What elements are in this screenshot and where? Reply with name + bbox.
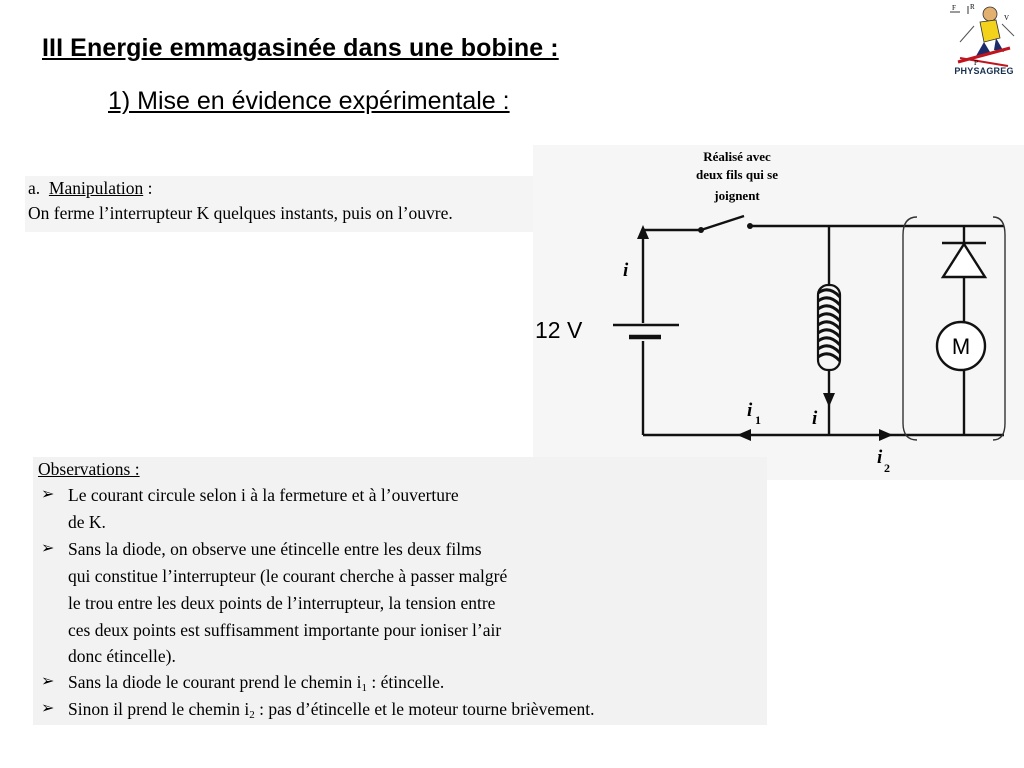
switch-contact-left	[698, 227, 704, 233]
current-i-label: i	[623, 260, 629, 281]
arrow-i2-right	[879, 429, 893, 441]
current-i1-subscript: 1	[755, 413, 761, 427]
vector-p-label: P	[974, 59, 978, 67]
observation-line-2: de K.	[68, 512, 106, 532]
observation-line-3: Sans la diode, on observe une étincelle entre les deux films	[68, 539, 482, 559]
observation-line-8-end: : étincelle.	[367, 672, 445, 692]
observation-line-8-text: Sans la diode le courant prend le chemin i	[68, 672, 362, 692]
vector-r-label: R	[970, 3, 975, 11]
current-i2-subscript: 2	[884, 461, 890, 475]
current-i1-label: i	[747, 400, 753, 421]
switch-note-line3: joignent	[714, 188, 760, 203]
manipulation-heading-text: Manipulation	[48, 178, 144, 198]
observations-heading: Observations :	[38, 459, 140, 479]
slide-subtitle: 1) Mise en évidence expérimentale :	[108, 87, 510, 115]
current-i2-label: i	[877, 447, 883, 468]
observation-line-4: qui constitue l’interrupteur (le courant cherche à passer malgré	[68, 566, 508, 586]
diode-symbol	[942, 243, 986, 277]
manipulation-prefix: a.	[28, 178, 41, 198]
observation-line-9	[68, 699, 594, 721]
vector-f-label: F	[952, 4, 956, 12]
logo-text: PHYSAGREG	[954, 66, 1014, 76]
observation-line-1: Le courant circule selon i à la fermeture et à l’ouverture	[68, 485, 459, 505]
manipulation-heading	[28, 178, 152, 199]
motor-symbol	[937, 322, 985, 370]
observation-line-6: ces deux points est suffisamment importante pour ioniser l’air	[68, 620, 502, 640]
switch-note-line2: deux fils qui se	[696, 167, 778, 182]
observation-line-5: le trou entre les deux points de l’interrupteur, la tension entre	[68, 593, 496, 613]
circuit-diagram	[533, 145, 1024, 480]
motor-label: M	[951, 334, 971, 359]
manipulation-text: On ferme l’interrupteur K quelques instants, puis on l’ouvre.	[28, 203, 453, 223]
vector-v-label: V	[1004, 14, 1010, 22]
coil-inductor	[818, 285, 840, 370]
slide-title: III Energie emmagasinée dans une bobine :	[42, 34, 559, 62]
current-i-coil-label: i	[812, 408, 818, 429]
observations-block	[33, 457, 767, 725]
manipulation-colon: :	[143, 178, 153, 198]
arrow-i-down	[823, 393, 835, 407]
bullet-icon: ➢	[41, 540, 55, 557]
bullet-icon: ➢	[41, 700, 55, 717]
arrow-i1-left	[737, 429, 751, 441]
observation-line-9-subscript: 2	[249, 709, 255, 721]
observation-line-7: donc étincelle).	[68, 646, 176, 666]
observation-line-8-subscript: 1	[361, 682, 368, 694]
bullet-icon: ➢	[41, 486, 55, 503]
switch-note-line1: Réalisé avec	[703, 149, 771, 164]
bullet-icon: ➢	[41, 673, 55, 690]
battery-symbol	[613, 325, 679, 337]
switch-contact-right	[747, 223, 753, 229]
voltage-label: 12 V	[535, 317, 583, 343]
manipulation-block	[25, 176, 533, 232]
observation-line-9-end: : pas d’étincelle et le moteur tourne brièvement.	[254, 699, 595, 719]
observation-line-9-text: Sinon il prend le chemin i	[68, 699, 250, 719]
arrow-i-up	[637, 225, 649, 239]
switch-blade	[701, 216, 744, 230]
observation-line-8	[68, 672, 444, 694]
